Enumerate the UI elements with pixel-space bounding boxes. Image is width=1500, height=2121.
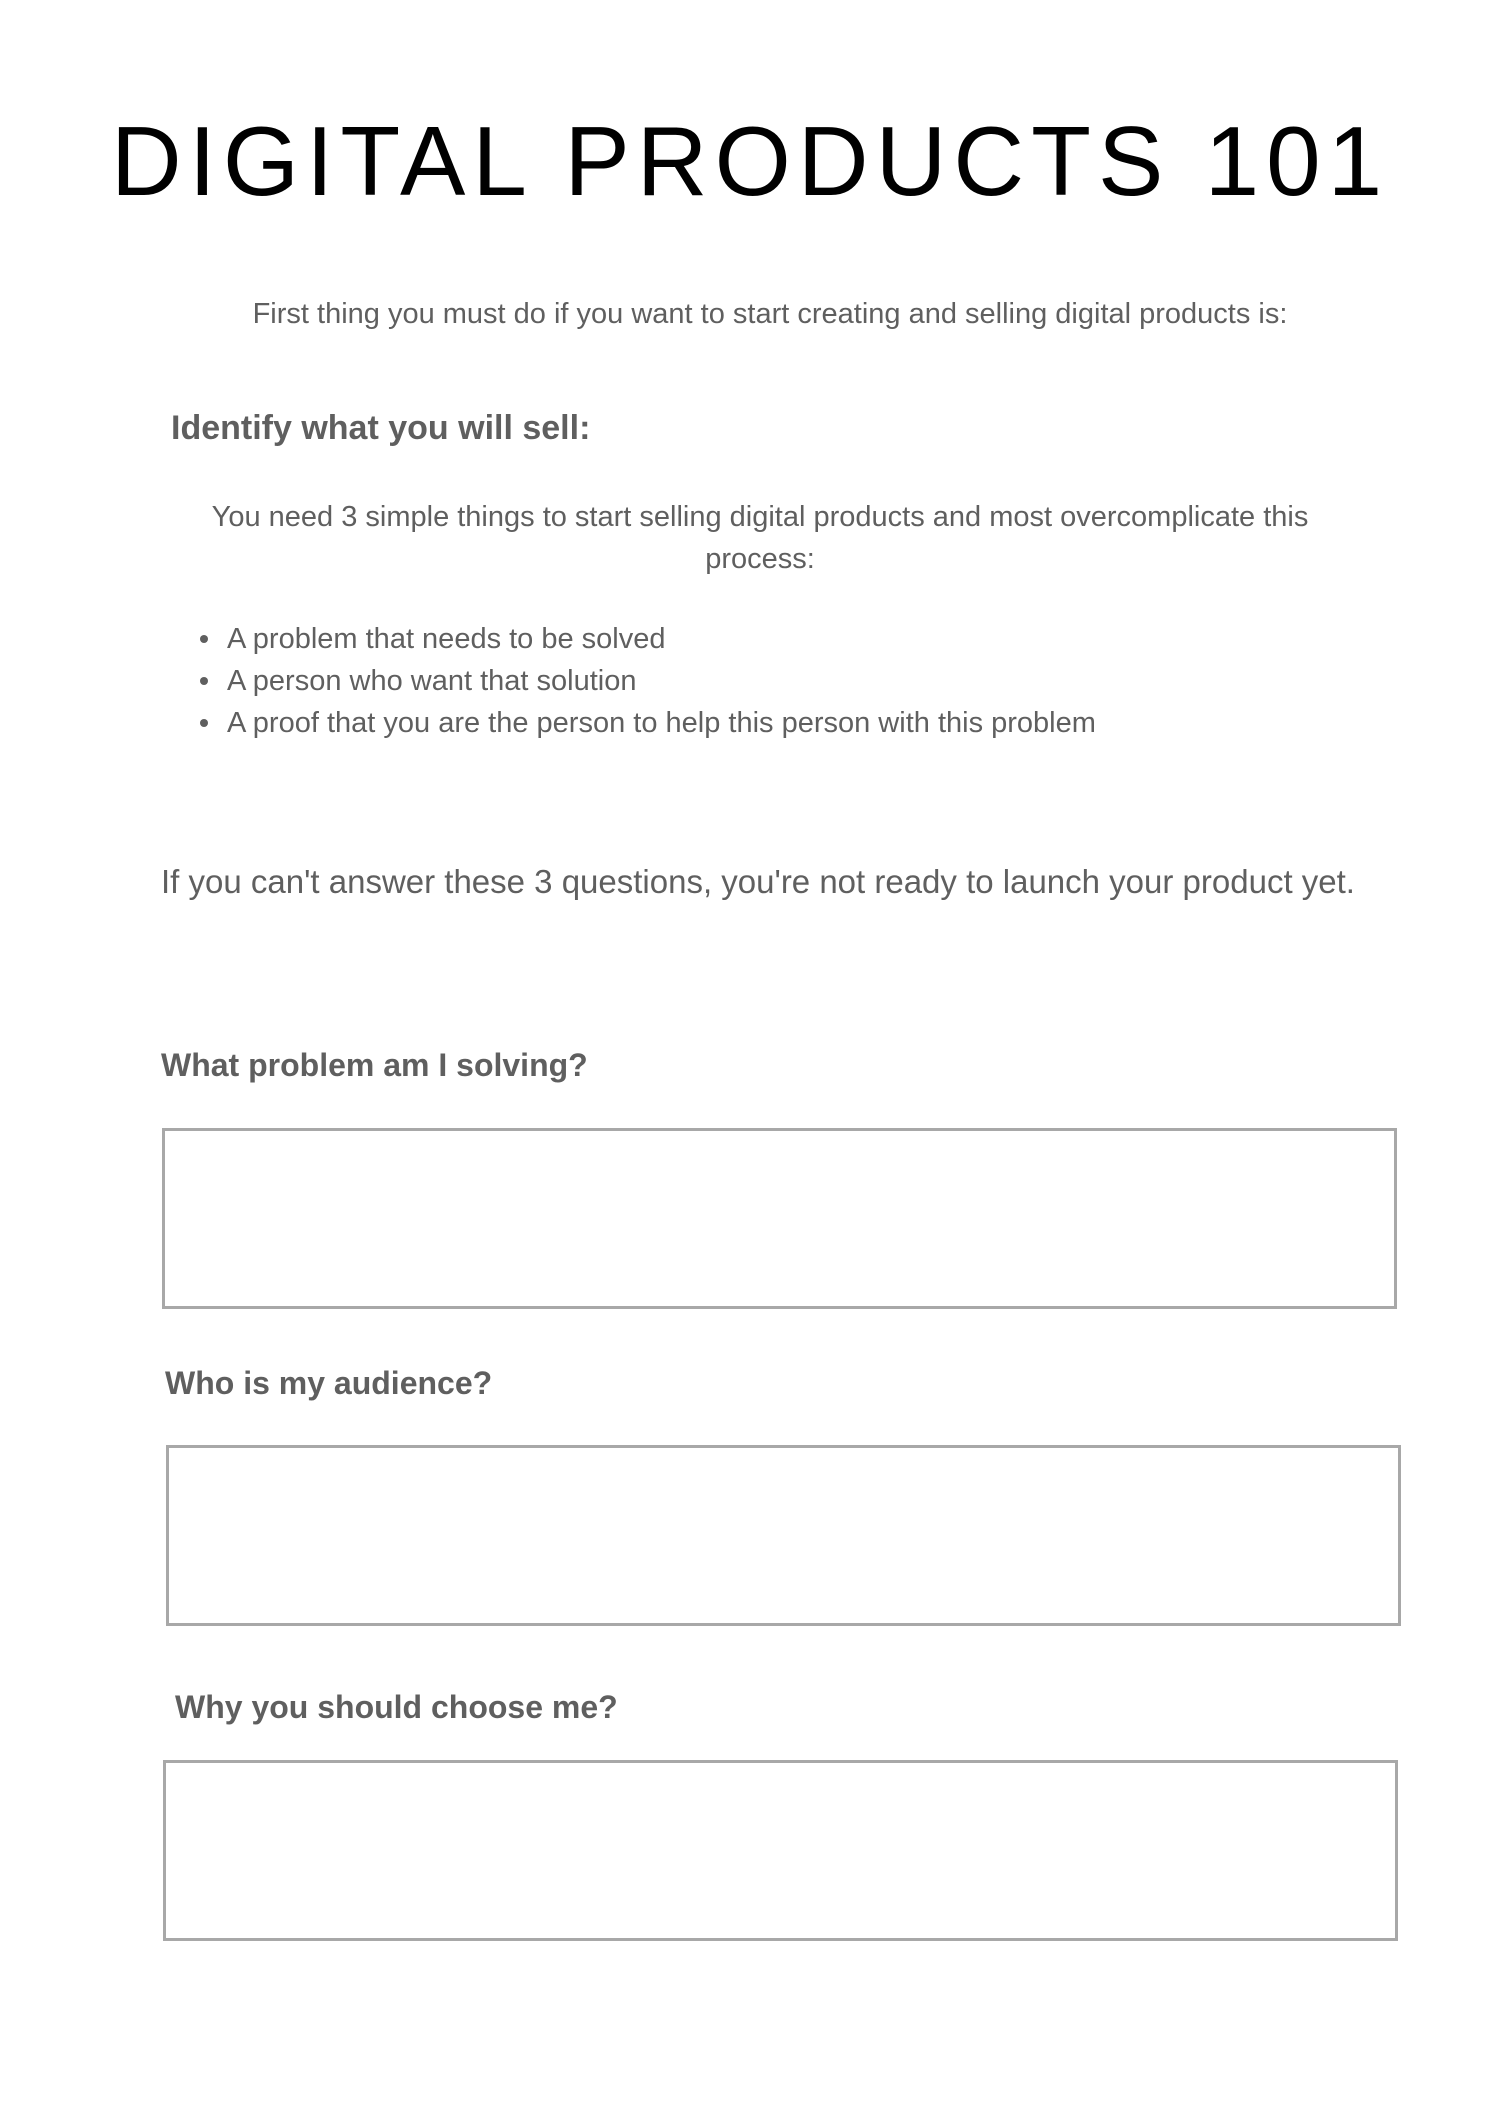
list-item-text: A person who want that solution [227,665,637,697]
problem-answer-field[interactable] [162,1128,1397,1309]
bullet-icon [200,635,208,643]
bullet-icon [200,719,208,727]
list-item [227,702,1096,744]
list-item [227,660,1096,702]
bullet-icon [200,677,208,685]
question-label-why-me: Why you should choose me? [175,1689,618,1725]
need-text: You need 3 simple things to start selling digital products and most overcomplicate this process: [211,501,1309,575]
section-heading: Identify what you will sell: [171,409,591,447]
audience-answer-field[interactable] [166,1445,1401,1626]
list-item-text: A proof that you are the person to help this person with this problem [227,707,1096,739]
requirements-list [227,618,1096,744]
list-item [227,618,1096,660]
page-title: DIGITAL PRODUCTS 101 [110,106,1390,216]
why-me-answer-field[interactable] [163,1760,1398,1941]
list-item-text: A problem that needs to be solved [227,623,666,655]
intro-text: First thing you must do if you want to start creating and selling digital products is: [252,298,1288,330]
question-label-audience: Who is my audience? [165,1365,493,1401]
warning-text: If you can't answer these 3 questions, you're not ready to launch your product yet. [161,863,1355,900]
question-label-problem: What problem am I solving? [161,1047,588,1083]
